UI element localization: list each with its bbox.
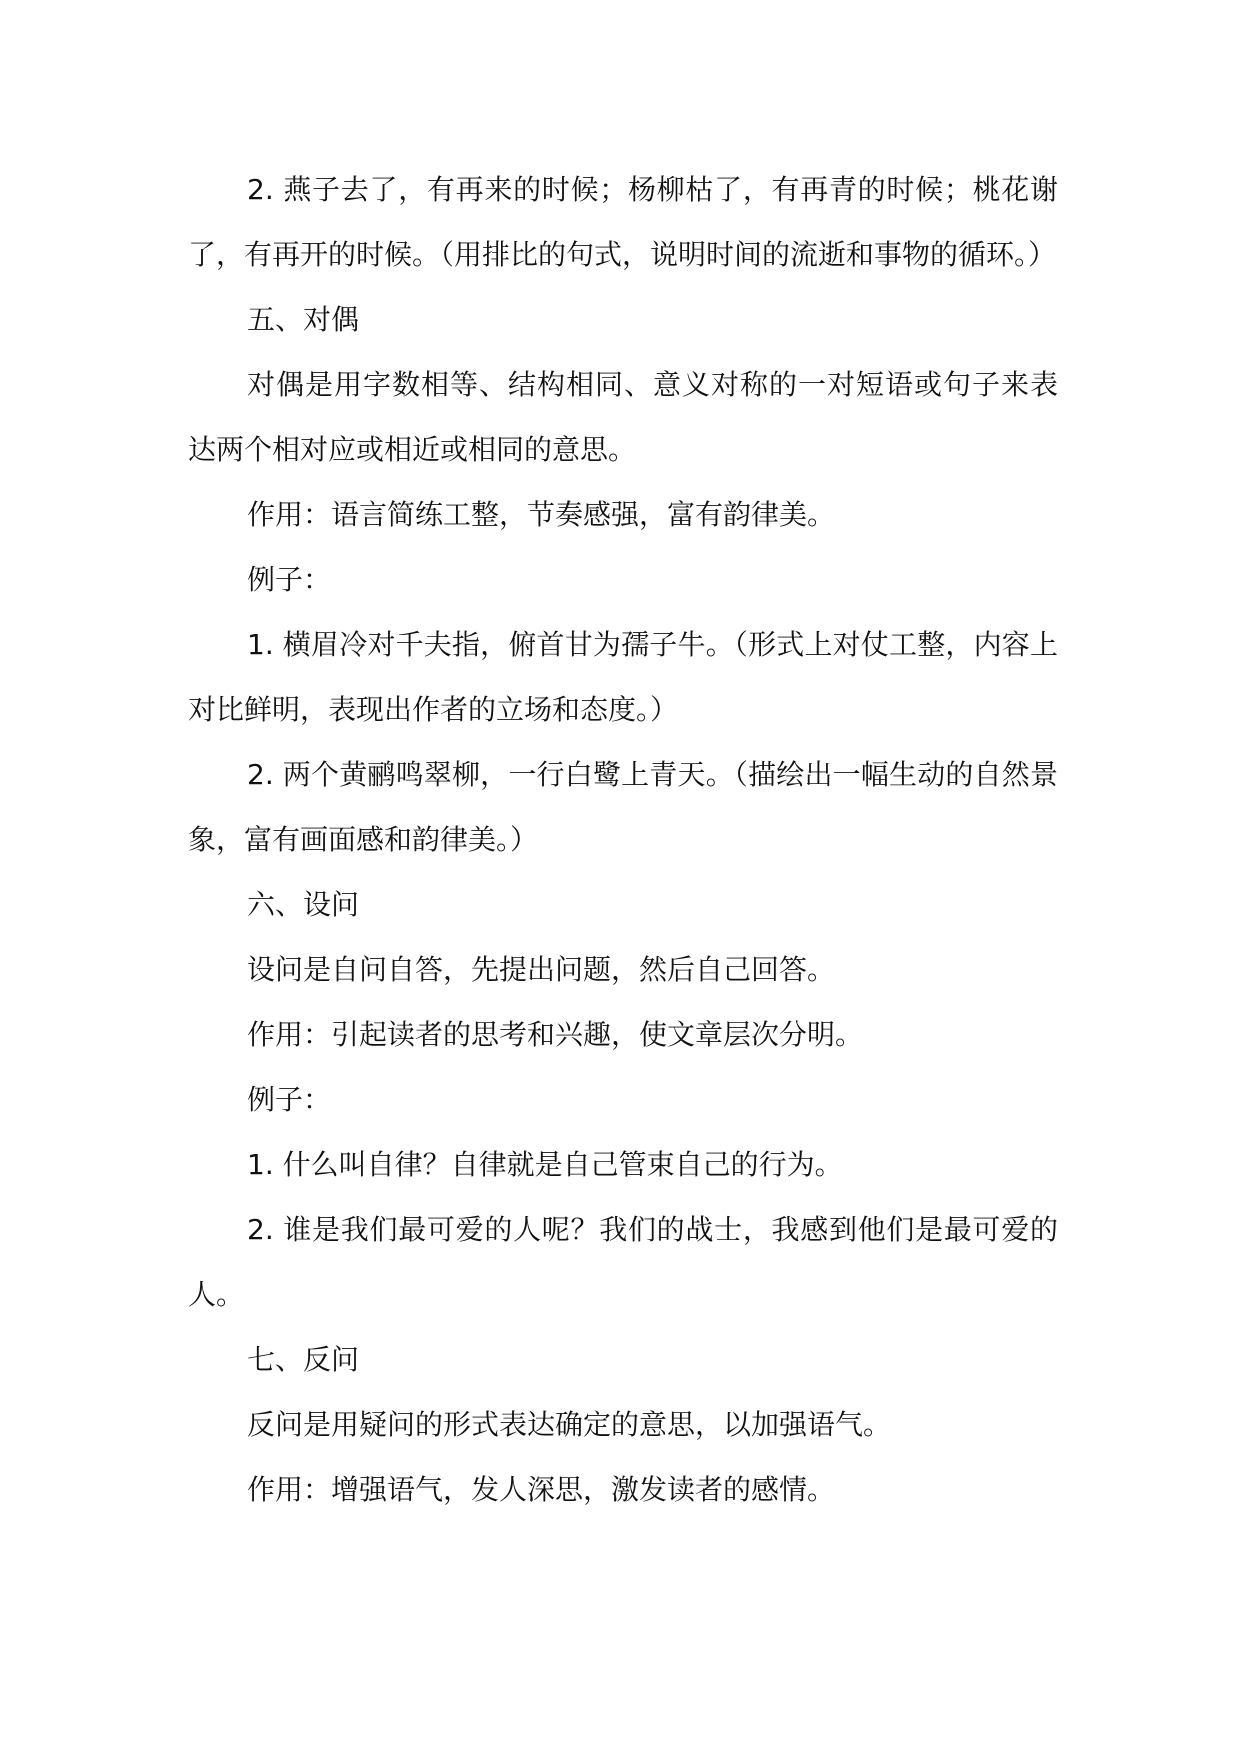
paragraph-rhetorical-question-function: 作用：引起读者的思考和兴趣，使文章层次分明。	[247, 1018, 864, 1051]
paragraph-rhetorical-question-example-2: 2. 谁是我们最可爱的人呢？我们的战士，我感到他们是最可爱的人。	[188, 1213, 1058, 1311]
paragraph-rhetorical-question-example-1: 1. 什么叫自律？自律就是自己管束自己的行为。	[247, 1148, 843, 1181]
paragraph-examples-label: 例子：	[247, 563, 332, 596]
paragraph-antithesis-function: 作用：语言简练工整，节奏感强，富有韵律美。	[247, 498, 836, 531]
heading-rhetorical-question: 六、设问	[247, 888, 360, 921]
paragraph-antithesis-definition: 对偶是用字数相等、结构相同、意义对称的一对短语或句子来表达两个相对应或相近或相同的意思。	[188, 368, 1058, 466]
paragraph-example-parallelism-2: 2. 燕子去了，有再来的时候；杨柳枯了，有再青的时候；桃花谢了，有再开的时候。（用排比的句式，说明时间的流逝和事物的循环。）	[188, 173, 1058, 271]
heading-counter-question: 七、反问	[247, 1343, 360, 1376]
document-body	[188, 157, 1058, 1522]
paragraph-rhetorical-question-definition: 设问是自问自答，先提出问题，然后自己回答。	[247, 953, 836, 986]
paragraph-counter-question-function: 作用：增强语气，发人深思，激发读者的感情。	[247, 1473, 836, 1506]
paragraph-counter-question-definition: 反问是用疑问的形式表达确定的意思，以加强语气。	[247, 1408, 892, 1441]
paragraph-antithesis-example-1: 1. 横眉冷对千夫指，俯首甘为孺子牛。（形式上对仗工整，内容上对比鲜明，表现出作者的立场和态度。）	[188, 628, 1058, 726]
heading-antithesis: 五、对偶	[247, 303, 360, 336]
paragraph-examples-label: 例子：	[247, 1083, 332, 1116]
paragraph-antithesis-example-2: 2. 两个黄鹂鸣翠柳，一行白鹭上青天。（描绘出一幅生动的自然景象，富有画面感和韵律美。）	[188, 758, 1058, 856]
